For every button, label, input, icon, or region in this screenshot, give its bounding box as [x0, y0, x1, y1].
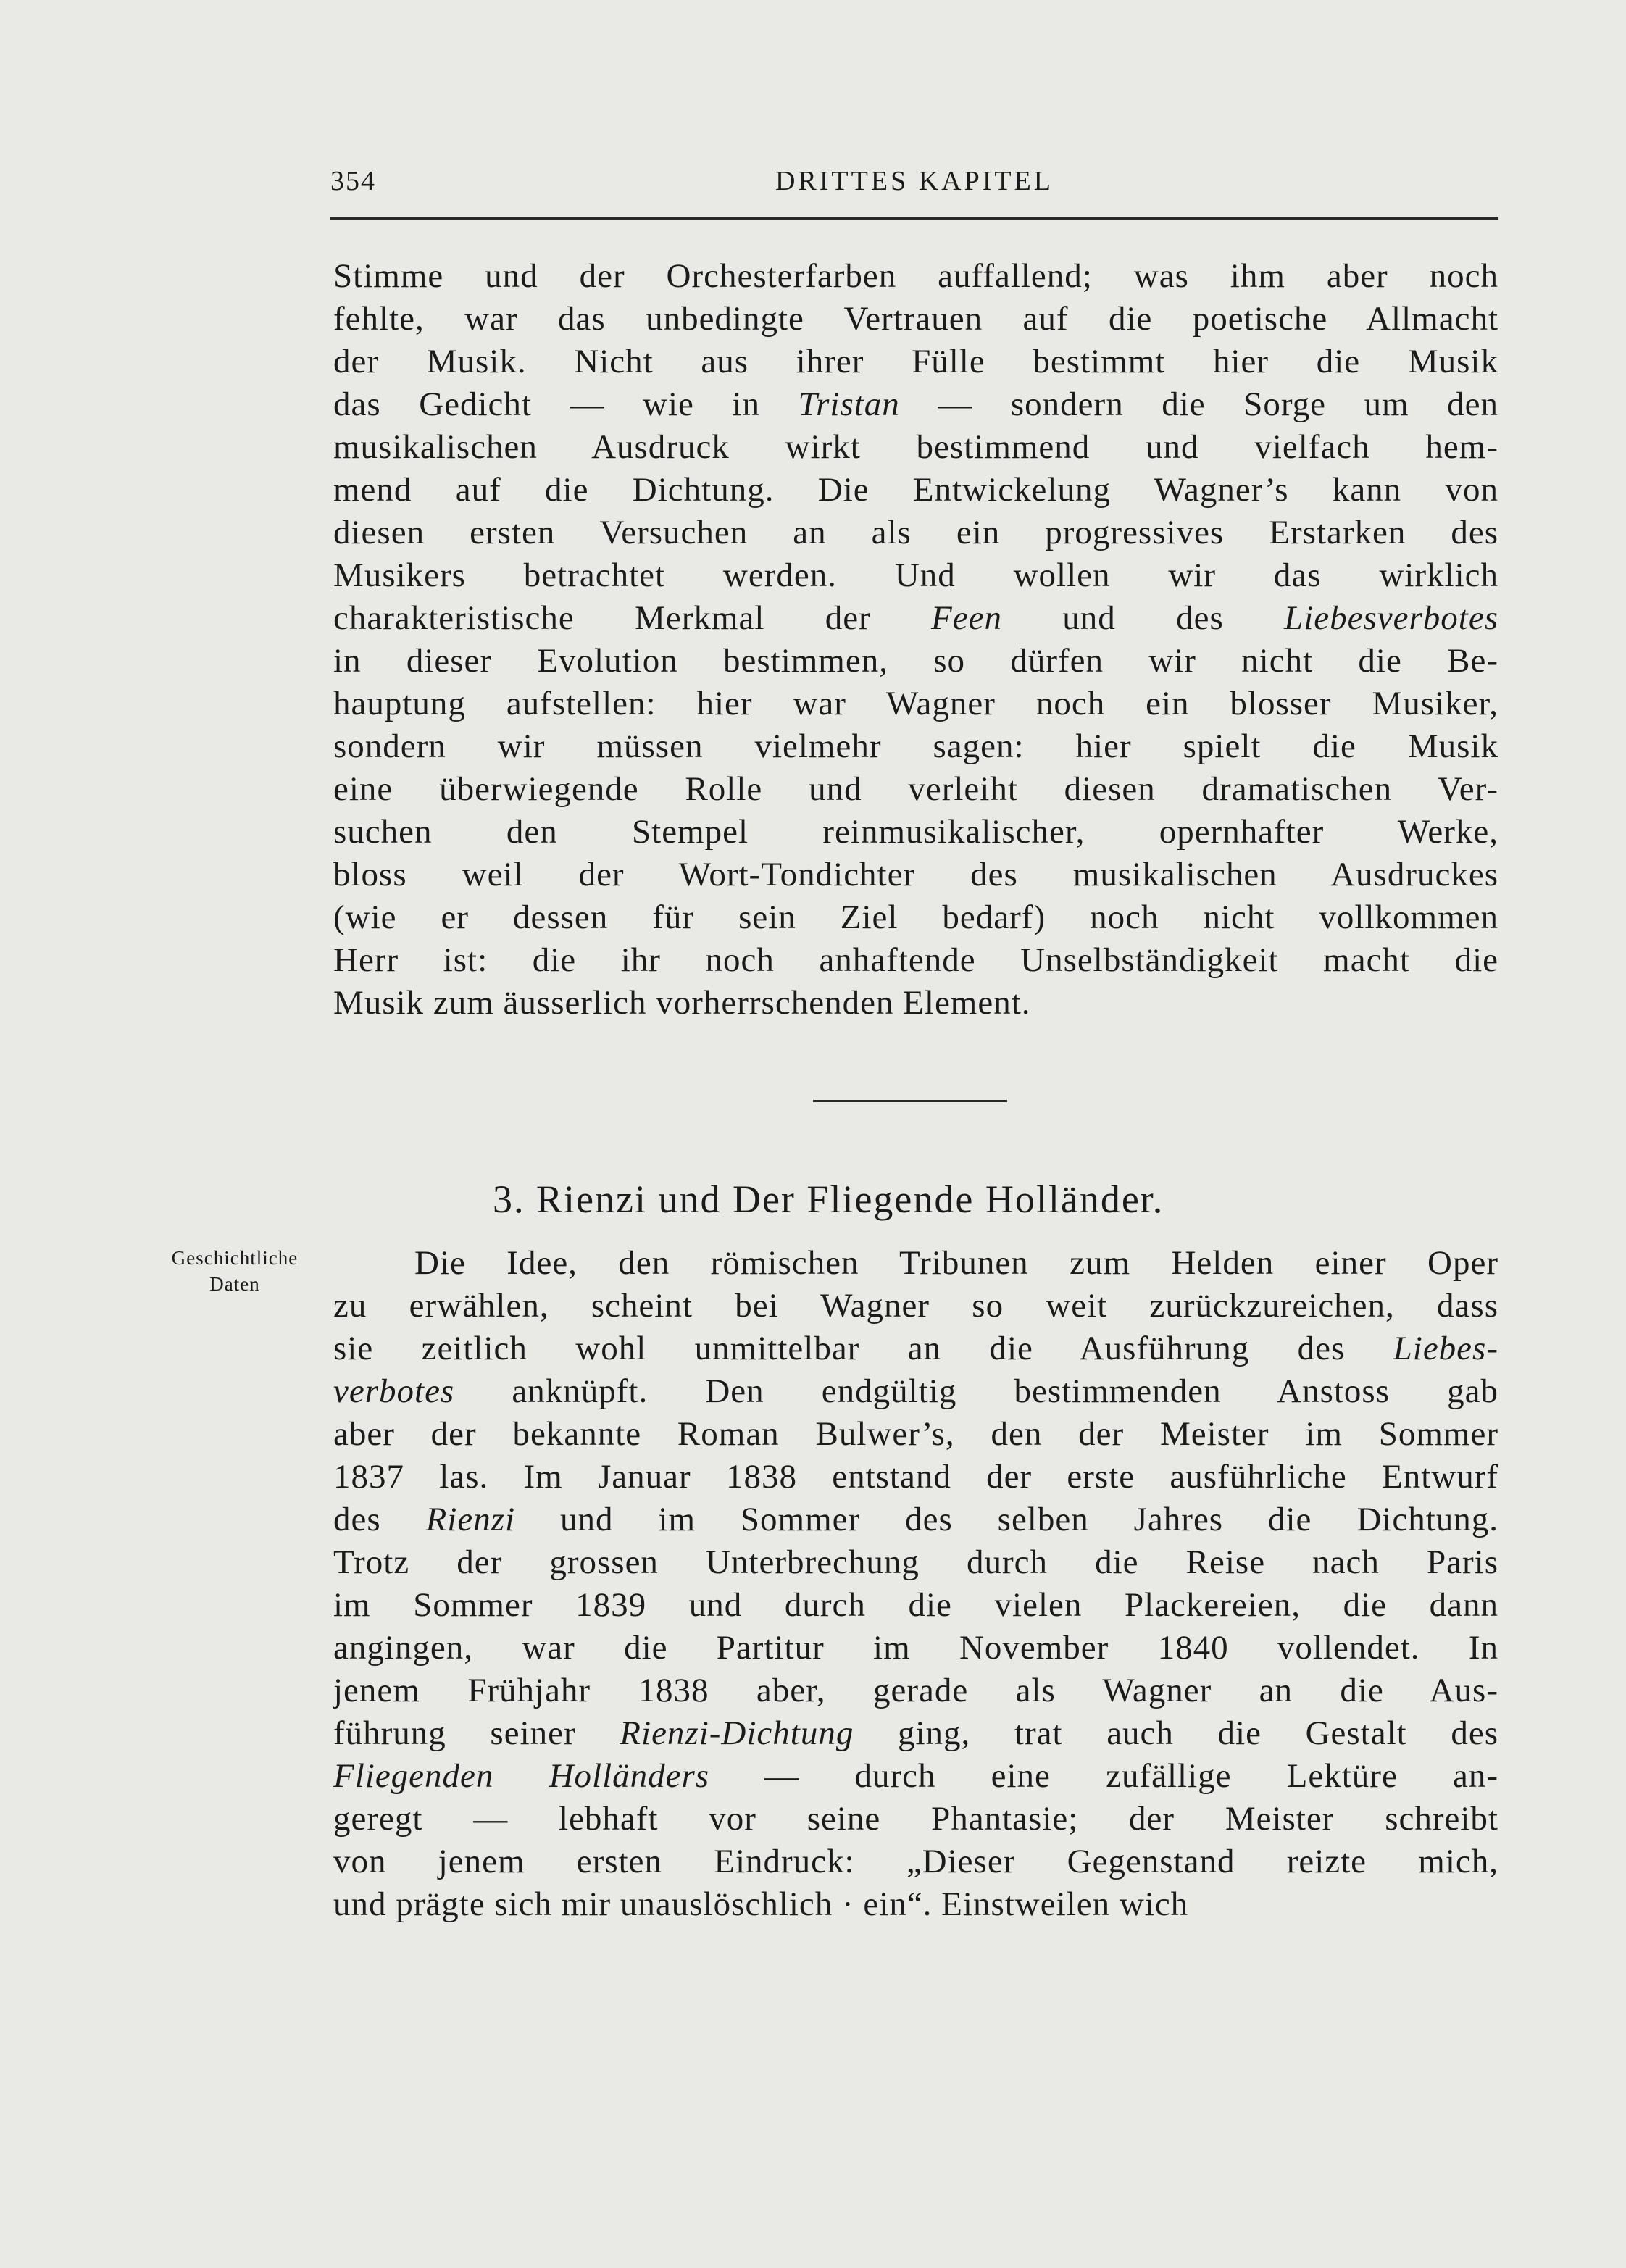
- text-run: und des: [1001, 599, 1285, 637]
- italic-title: Liebes-: [1393, 1330, 1498, 1367]
- text-line: im Sommer 1839 und durch die vielen Plackereien, die dann: [333, 1586, 1498, 1624]
- text-line: und prägte sich mir unauslöschlich · ein“. Einstweilen wich: [333, 1885, 1189, 1923]
- text-line: von jenem ersten Eindruck: „Dieser Gegenstand reizte mich,: [333, 1843, 1498, 1880]
- text-run: sie zeitlich wohl unmittelbar an die Ausführung des: [333, 1330, 1393, 1367]
- text-line: [333, 1327, 1498, 1370]
- text-line: sondern wir müssen vielmehr sagen: hier spielt die Musik: [333, 727, 1498, 765]
- text-line: suchen den Stempel reinmusikalischer, opernhafter Werke,: [333, 813, 1498, 851]
- text-run: charakteristische Merkmal der: [333, 599, 932, 637]
- text-line: [333, 383, 1498, 426]
- text-line: jenem Frühjahr 1838 aber, gerade als Wagner an die Aus-: [333, 1672, 1498, 1709]
- chapter-title: DRITTES KAPITEL: [775, 166, 1054, 196]
- text-run: und im Sommer des selben Jahres die Dichtung.: [515, 1501, 1498, 1538]
- text-line: in dieser Evolution bestimmen, so dürfen wir nicht die Be-: [333, 642, 1498, 680]
- text-line: diesen ersten Versuchen an als ein progressives Erstarken des: [333, 514, 1498, 551]
- paragraph-2: [333, 1242, 1498, 1926]
- italic-title: Liebesverbotes: [1284, 599, 1498, 637]
- italic-title: Fliegenden Holländers: [333, 1757, 710, 1795]
- marginal-note-line-1: Geschichtliche: [171, 1247, 299, 1269]
- text-line: Die Idee, den römischen Tribunen zum Helden einer Oper: [414, 1244, 1498, 1282]
- text-line: eine überwiegende Rolle und verleiht diesen dramatischen Ver-: [333, 770, 1498, 808]
- text-run: des: [333, 1501, 426, 1538]
- text-line: [333, 1712, 1498, 1755]
- text-line: [333, 1755, 1498, 1798]
- italic-title: Tristan: [798, 385, 900, 423]
- text-line: fehlte, war das unbedingte Vertrauen auf die poetische Allmacht: [333, 300, 1498, 338]
- section-heading: 3. Rienzi und Der Fliegende Holländer.: [493, 1177, 1164, 1221]
- italic-title: Feen: [931, 599, 1002, 637]
- text-line: musikalischen Ausdruck wirkt bestimmend und vielfach hem-: [333, 428, 1498, 466]
- text-line: Herr ist: die ihr noch anhaftende Unselbständigkeit macht die: [333, 941, 1498, 979]
- page-number: 354: [330, 166, 376, 196]
- text-line: aber der bekannte Roman Bulwer’s, den der Meister im Sommer: [333, 1415, 1498, 1453]
- text-line: zu erwählen, scheint bei Wagner so weit zurückzureichen, dass: [333, 1287, 1498, 1325]
- text-line: angingen, war die Partitur im November 1840 vollendet. In: [333, 1629, 1498, 1667]
- text-line: mend auf die Dichtung. Die Entwickelung Wagner’s kann von: [333, 471, 1498, 509]
- paragraph-1: [333, 255, 1498, 1025]
- italic-title: Rienzi-Dichtung: [620, 1714, 854, 1752]
- text-line: Musikers betrachtet werden. Und wollen wir das wirklich: [333, 556, 1498, 594]
- text-run: — sondern die Sorge um den: [899, 385, 1498, 423]
- text-line: [333, 597, 1498, 640]
- text-line: [333, 1498, 1498, 1541]
- text-line: Stimme und der Orchesterfarben auffallend; was ihm aber noch: [333, 257, 1498, 295]
- section-divider: [813, 1100, 1007, 1102]
- text-line: Musik zum äusserlich vorherrschenden Element.: [333, 984, 1031, 1022]
- header-rule: [330, 217, 1498, 220]
- text-line: hauptung aufstellen: hier war Wagner noch ein blosser Musiker,: [333, 685, 1498, 722]
- marginal-note-line-2: Daten: [209, 1273, 260, 1295]
- text-run: führung seiner: [333, 1714, 620, 1752]
- text-line: [333, 1370, 1498, 1413]
- text-line: bloss weil der Wort-Tondichter des musikalischen Ausdruckes: [333, 856, 1498, 893]
- text-line: 1837 las. Im Januar 1838 entstand der erste ausführliche Entwurf: [333, 1458, 1498, 1496]
- text-line: geregt — lebhaft vor seine Phantasie; der Meister schreibt: [333, 1800, 1498, 1838]
- marginal-note: [142, 1245, 328, 1297]
- text-run: anknüpft. Den endgültig bestimmenden Anstoss gab: [454, 1372, 1498, 1410]
- text-line: (wie er dessen für sein Ziel bedarf) noch nicht vollkommen: [333, 899, 1498, 936]
- text-line: der Musik. Nicht aus ihrer Fülle bestimmt hier die Musik: [333, 343, 1498, 380]
- text-run: das Gedicht — wie in: [333, 385, 799, 423]
- running-head: [330, 165, 1498, 201]
- italic-title: verbotes: [333, 1372, 455, 1410]
- italic-title: Rienzi: [425, 1501, 516, 1538]
- text-run: ging, trat auch die Gestalt des: [854, 1714, 1498, 1752]
- text-line: Trotz der grossen Unterbrechung durch die Reise nach Paris: [333, 1543, 1498, 1581]
- text-run: — durch eine zufällige Lektüre an-: [709, 1757, 1498, 1795]
